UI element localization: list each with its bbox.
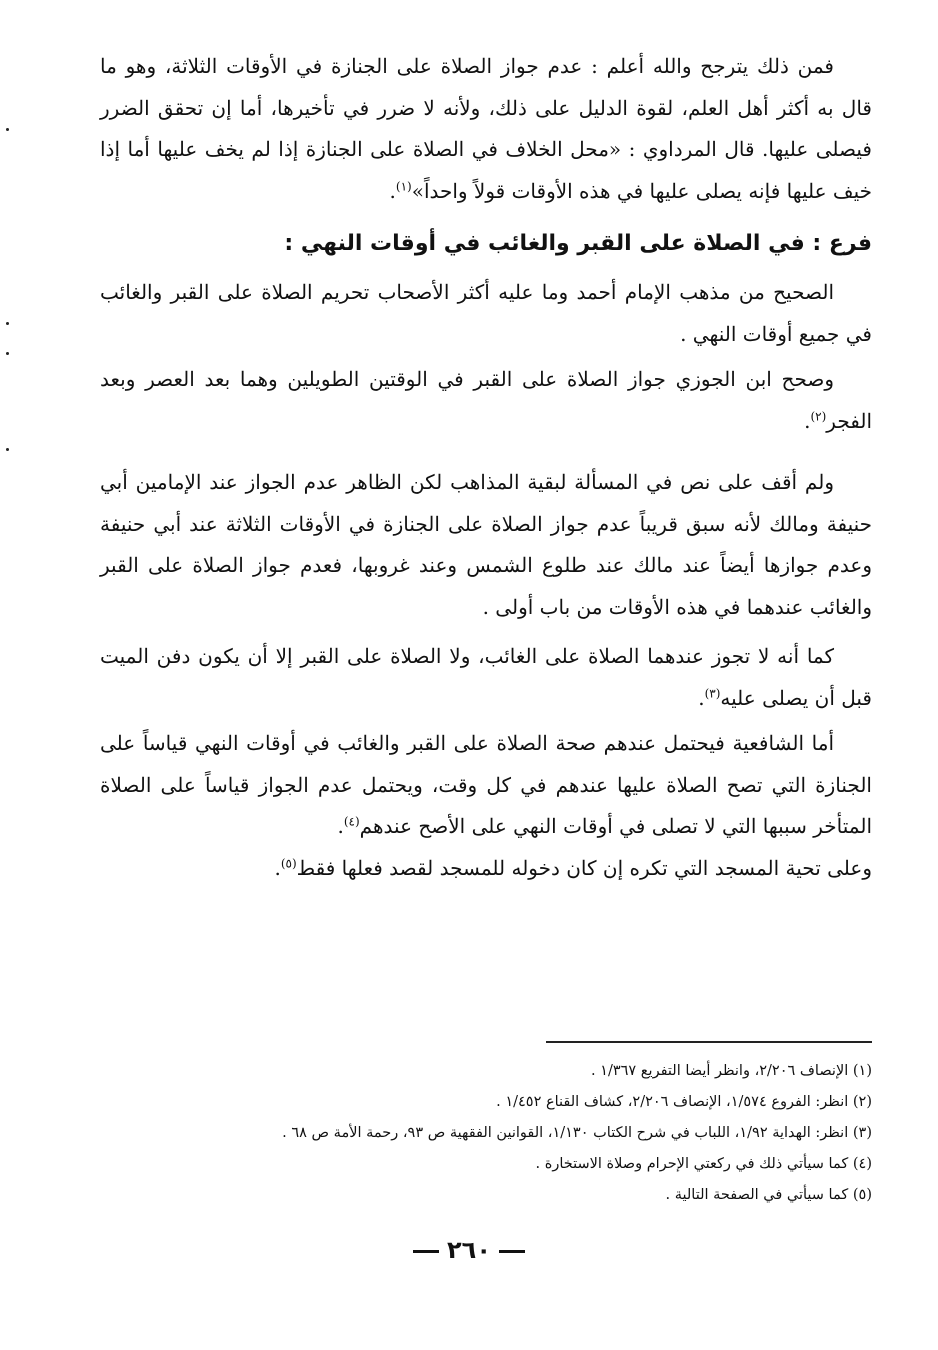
paragraph-2: الصحيح من مذهب الإمام أحمد وما عليه أكثر الأصحاب تحريم الصلاة على القبر والغائب في جميع أوقات النهي . [100,280,872,346]
paragraph-1: فمن ذلك يترجح والله أعلم : عدم جواز الصلاة على الجنازة في الأوقات الثلاثة، وهو ما قال به أكثر أهل العلم، لقوة الدليل على ذلك، ولأنه لا ضرر في تأخيرها، أما إن تحقق الضرر فيصلى عليها. قال المرداوي : «محل الخلاف في الصلاة على الجنازة إذا لم يخف عليها أما إذا خيف عليها فإنه يصلى عليها في هذه الأوقات قولاً واحداً»$^{(١)}$. [100,54,872,203]
scan-mark [6,322,9,325]
paragraph-7: وعلى تحية المسجد التي تكره إن كان دخوله للمسجد لقصد فعلها فقط$^{(٥)}$. [274,855,872,880]
footnote-ref-5[interactable]: (٥) [280,855,297,870]
footnote-5: (٥) كما سيأتي في الصفحة التالية . [665,1187,872,1203]
paragraph-5: كما أنه لا تجوز عندهما الصلاة على الغائب، ولا الصلاة على القبر إلا أن يكون دفن الميت قبل أن يصلى عليه$^{(٣)}$. [100,644,872,710]
paragraph-4: ولم أقف على نص في المسألة لبقية المذاهب لكن الظاهر عدم الجواز عند الإمامين أبي حنيفة ومالك لأنه سبق قريباً عدم جواز الصلاة على الجنازة في الأوقات الثلاثة عند أبي حنيفة وعدم جوازها أيضاً عند مالك عند طلوع الشمس وعند غروبها، فعدم جواز الصلاة على القبر والغائب عندهما في هذه الأوقات من باب أولى . [100,470,872,619]
footnote-ref-3[interactable]: (٣) [704,685,721,700]
footnote-1: (١) الإنصاف ٢/٢٠٦، وانظر أيضا التفريع ١/٣٦٧ . [590,1063,872,1079]
page-number-dash [499,1250,525,1253]
page-number-dash [413,1250,439,1253]
paragraph-6: أما الشافعية فيحتمل عندهم صحة الصلاة على القبر والغائب في أوقات النهي قياساً على الجنازة التي تصح الصلاة عليها عندهم في كل وقت، ويحتمل عدم الجواز قياساً على الصلاة المتأخر سببها التي لا تصلى في أوقات النهي على الأصح عندهم$^{(٤)}$. [100,731,872,838]
section-heading: فرع : في الصلاة على القبر والغائب في أوقات النهي : [284,231,872,256]
footnote-ref-1[interactable]: (١) [395,178,412,193]
footnote-2: (٢) انظر: الفروع ١/٥٧٤، الإنصاف ٢/٢٠٦، كشاف القناع ١/٤٥٢ . [496,1094,872,1110]
page-number: ٢٦٠ [0,1236,938,1264]
paragraph-3: وصحح ابن الجوزي جواز الصلاة على القبر في الوقتين الطويلين وهما بعد العصر وبعد الفجر$^{(٢)}$. [100,367,872,433]
scan-mark [6,352,9,355]
footnote-ref-2[interactable]: (٢) [810,408,827,423]
footnote-divider [546,1041,872,1043]
footnotes [110,1056,872,1211]
footnote-3: (٣) انظر: الهداية ١/٩٢، اللباب في شرح الكتاب ١/١٣٠، القوانين الفقهية ص ٩٣، رحمة الأمة ص ٦٨ . [282,1125,872,1141]
main-text [100,46,872,889]
footnote-4: (٤) كما سيأتي ذلك في ركعتي الإحرام وصلاة الاستخارة . [535,1156,872,1172]
footnote-ref-4[interactable]: (٤) [343,814,360,829]
scan-mark [6,128,9,131]
scan-mark [6,448,9,451]
